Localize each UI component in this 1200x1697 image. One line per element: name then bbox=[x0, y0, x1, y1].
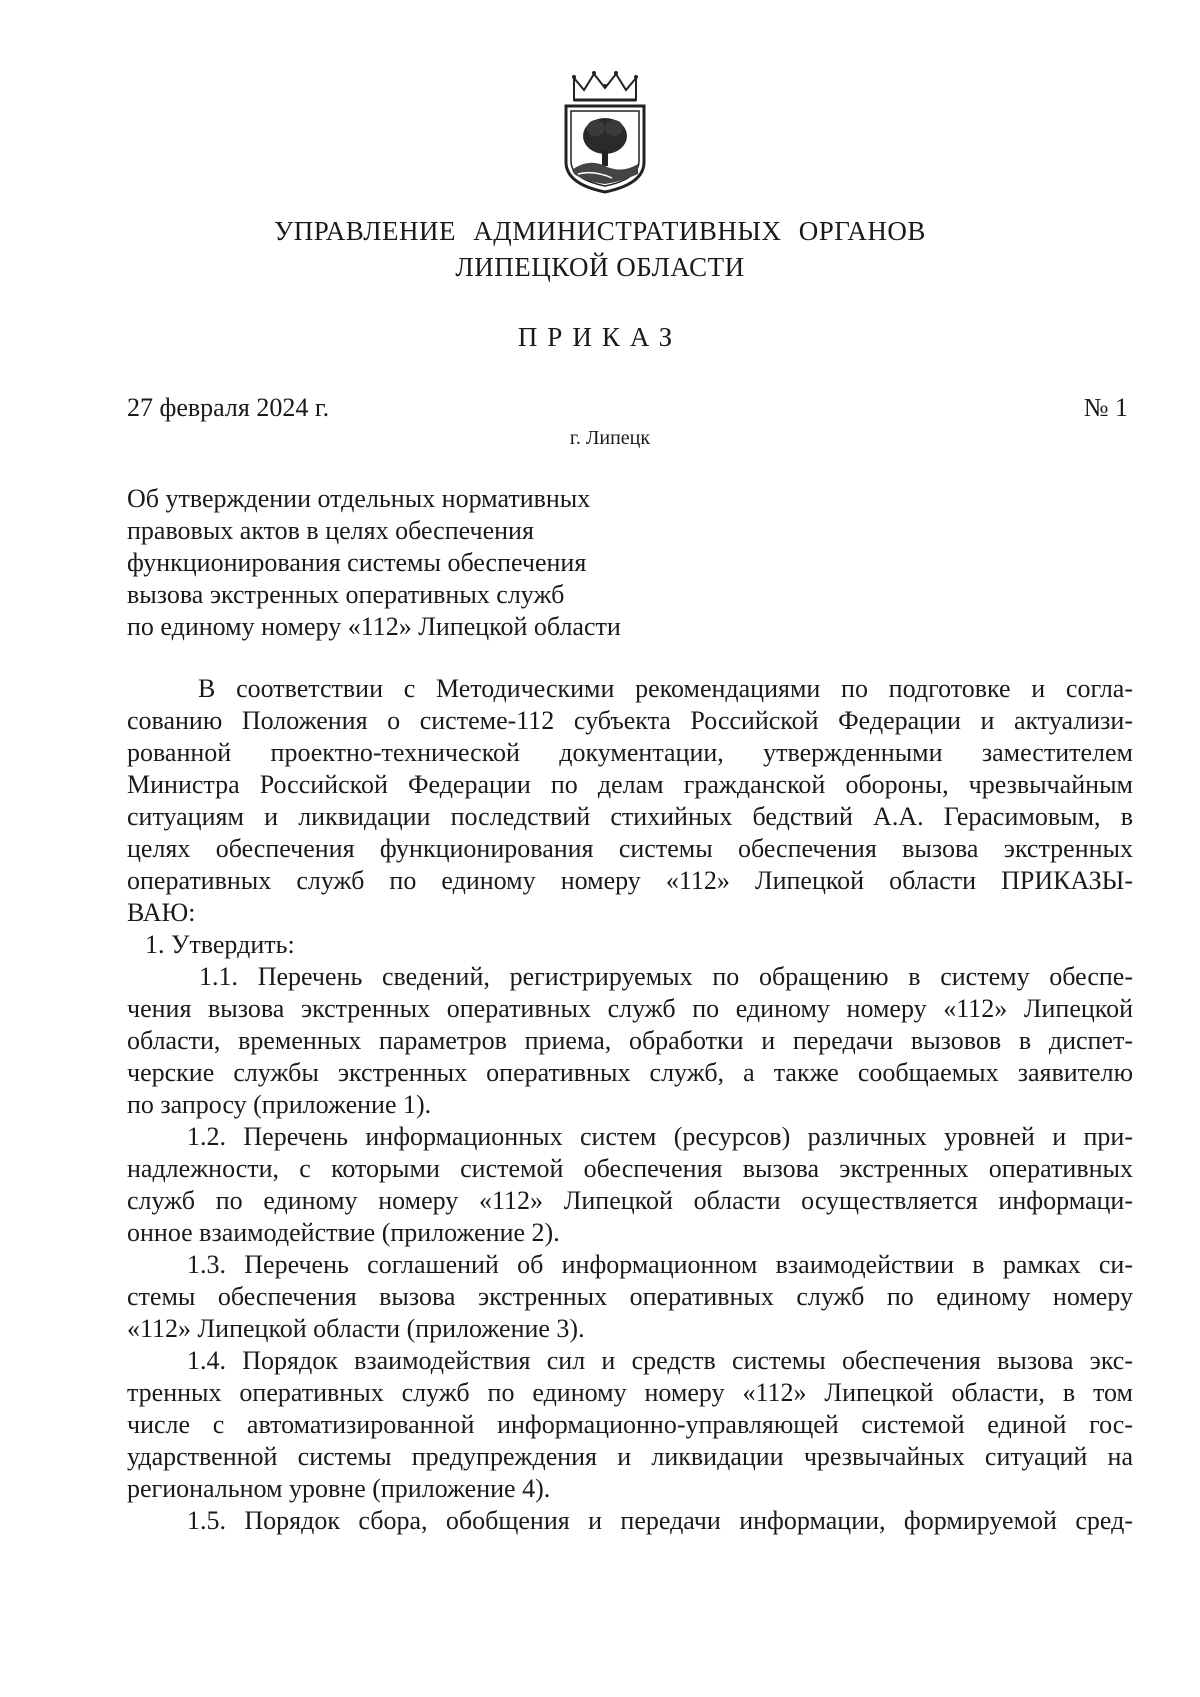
order-number: № 1 bbox=[1083, 393, 1128, 422]
body-line: рованной проектно-технической документации, утвержденными заместителем bbox=[127, 738, 1133, 767]
title-line: правовых актов в целях обеспечения bbox=[127, 516, 534, 545]
title-line: функционирования системы обеспечения bbox=[127, 548, 587, 577]
body-line: 1.1. Перечень сведений, регистрируемых по обращению в систему обеспе- bbox=[199, 962, 1133, 991]
body-line: сованию Положения о системе-112 субъекта Российской Федерации и актуализи- bbox=[127, 706, 1133, 735]
body-line: «112» Липецкой области (приложение 3). bbox=[127, 1314, 585, 1343]
body-line: 1.5. Порядок сбора, обобщения и передачи информации, формируемой сред- bbox=[187, 1506, 1133, 1535]
body-line: чения вызова экстренных оперативных служб по единому номеру «112» Липецкой bbox=[127, 994, 1133, 1023]
body-line: оперативных служб по единому номеру «112» Липецкой области ПРИКАЗЫ- bbox=[127, 866, 1133, 895]
body-line: целях обеспечения функционирования системы обеспечения вызова экстренных bbox=[127, 834, 1133, 863]
body-line: ударственной системы предупреждения и ликвидации чрезвычайных ситуаций на bbox=[127, 1442, 1133, 1471]
body-line: 1.4. Порядок взаимодействия сил и средств системы обеспечения вызова экс- bbox=[187, 1346, 1133, 1375]
body-line: ВАЮ: bbox=[127, 898, 196, 927]
body-line: по запросу (приложение 1). bbox=[127, 1090, 432, 1119]
body-line: ситуациям и ликвидации последствий стихийных бедствий А.А. Герасимовым, в bbox=[127, 802, 1133, 831]
body-line: 1.3. Перечень соглашений об информационном взаимодействии в рамках си- bbox=[187, 1250, 1133, 1279]
body-line: онное взаимодействие (приложение 2). bbox=[127, 1218, 560, 1247]
title-line: Об утверждении отдельных нормативных bbox=[127, 484, 591, 513]
document-type: ПРИКАЗ bbox=[517, 322, 683, 352]
coat-of-arms-icon bbox=[560, 70, 650, 194]
body-line: 1.2. Перечень информационных систем (ресурсов) различных уровней и при- bbox=[187, 1122, 1133, 1151]
organization-name-line2: ЛИПЕЦКОЙ ОБЛАСТИ bbox=[455, 252, 745, 282]
body-line: черские службы экстренных оперативных служб, а также сообщаемых заявителю bbox=[127, 1058, 1133, 1087]
title-line: вызова экстренных оперативных служб bbox=[127, 580, 565, 609]
body-line: служб по единому номеру «112» Липецкой области осуществляется информаци- bbox=[127, 1186, 1133, 1215]
body-line: 1. Утвердить: bbox=[145, 930, 295, 959]
body-line: региональном уровне (приложение 4). bbox=[127, 1474, 551, 1503]
title-line: по единому номеру «112» Липецкой области bbox=[127, 612, 621, 641]
body-line: надлежности, с которыми системой обеспечения вызова экстренных оперативных bbox=[127, 1154, 1133, 1183]
body-line: области, временных параметров приема, обработки и передачи вызовов в диспет- bbox=[127, 1026, 1133, 1055]
order-title bbox=[127, 483, 621, 643]
body-line: числе с автоматизированной информационно-управляющей системой единой гос- bbox=[127, 1410, 1133, 1439]
body-line: стемы обеспечения вызова экстренных оперативных служб по единому номеру bbox=[127, 1282, 1133, 1311]
body-line: Министра Российской Федерации по делам гражданской обороны, чрезвычайным bbox=[127, 770, 1133, 799]
organization-name-line1: УПРАВЛЕНИЕ АДМИНИСТРАТИВНЫХ ОРГАНОВ bbox=[274, 216, 926, 246]
body-line: тренных оперативных служб по единому номеру «112» Липецкой области, в том bbox=[127, 1378, 1133, 1407]
order-city: г. Липецк bbox=[569, 427, 651, 449]
order-date: 27 февраля 2024 г. bbox=[127, 393, 330, 422]
body-line: В соответствии с Методическими рекомендациями по подготовке и согла- bbox=[198, 674, 1133, 703]
order-body bbox=[127, 673, 1133, 1537]
